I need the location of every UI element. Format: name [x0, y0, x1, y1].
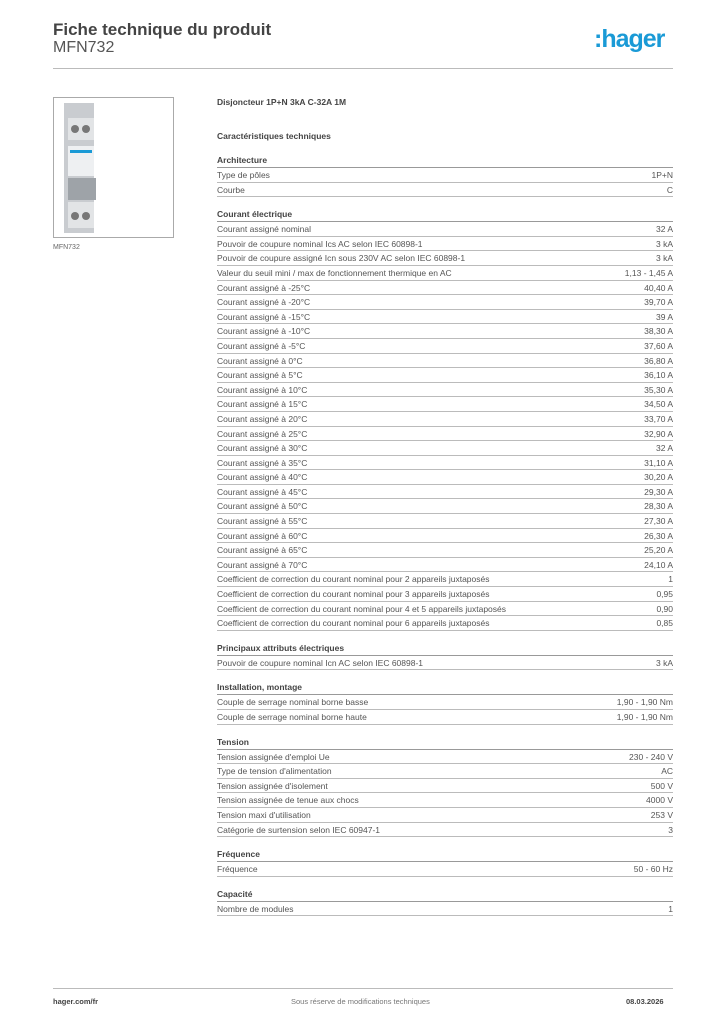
- footer-notice: Sous réserve de modifications techniques: [291, 997, 430, 1006]
- table-row: [217, 324, 673, 339]
- table-row: [217, 339, 673, 354]
- section-title: Fréquence: [217, 847, 673, 862]
- spec-label: Type de pôles: [217, 170, 270, 180]
- table-row: [217, 237, 673, 252]
- hager-logo: :hager: [594, 25, 665, 53]
- spec-label: Courant assigné à 10°C: [217, 384, 308, 395]
- spec-value: 37,60 A: [644, 340, 673, 351]
- spec-label: Pouvoir de coupure assigné Icn sous 230V AC selon IEC 60898-1: [217, 253, 466, 264]
- table-row: [217, 862, 673, 877]
- spec-value: 29,30 A: [644, 486, 673, 497]
- spec-value: 27,30 A: [644, 516, 673, 527]
- table-row: [217, 710, 673, 725]
- spec-value: 3 kA: [655, 238, 673, 249]
- spec-value: 32,90 A: [644, 428, 673, 439]
- spec-section: [217, 641, 673, 671]
- table-row: [217, 543, 673, 558]
- spec-label: Fréquence: [217, 864, 258, 875]
- spec-value: 1P+N: [651, 170, 673, 180]
- spec-value: 36,80 A: [644, 355, 673, 366]
- section-title: Architecture: [217, 153, 673, 168]
- spec-section: [217, 887, 673, 917]
- spec-value: 1,13 - 1,45 A: [624, 267, 673, 278]
- spec-label: Courant assigné à 15°C: [217, 399, 308, 410]
- spec-label: Tension assignée d'emploi Ue: [217, 751, 330, 762]
- spec-label: Pouvoir de coupure nominal Icn AC selon IEC 60898-1: [217, 657, 424, 668]
- spec-value: 0,95: [656, 589, 673, 600]
- spec-value: 35,30 A: [644, 384, 673, 395]
- header-divider: [53, 68, 673, 69]
- product-reference: MFN732: [53, 39, 115, 56]
- spec-section: [217, 847, 673, 877]
- spec-label: Courant assigné à 45°C: [217, 486, 308, 497]
- spec-value: 39,70 A: [644, 297, 673, 308]
- spec-value: 31,10 A: [644, 457, 673, 468]
- table-row: [217, 281, 673, 296]
- footer-website: hager.com/fr: [53, 997, 99, 1006]
- spec-label: Nombre de modules: [217, 903, 294, 914]
- spec-label: Courant assigné à 55°C: [217, 516, 308, 527]
- table-row: [217, 656, 673, 671]
- table-row: [217, 793, 673, 808]
- table-row: [217, 295, 673, 310]
- spec-value: 50 - 60 Hz: [633, 864, 673, 875]
- spec-label: Couple de serrage nominal borne basse: [217, 697, 369, 708]
- spec-label: Pouvoir de coupure nominal Ics AC selon IEC 60898-1: [217, 238, 423, 249]
- spec-value: 0,85: [656, 618, 673, 629]
- table-row: [217, 514, 673, 529]
- table-row: [217, 397, 673, 412]
- section-title: Courant électrique: [217, 207, 673, 222]
- spec-value: 253 V: [650, 809, 673, 820]
- table-row: [217, 616, 673, 631]
- section-title: Principaux attributs électriques: [217, 641, 673, 656]
- table-row: [217, 183, 673, 198]
- spec-label: Courant assigné à -5°C: [217, 340, 306, 351]
- table-row: [217, 368, 673, 383]
- section-title: Installation, montage: [217, 680, 673, 695]
- table-row: [217, 412, 673, 427]
- spec-value: C: [666, 184, 673, 195]
- table-row: [217, 602, 673, 617]
- spec-section: [217, 735, 673, 838]
- spec-label: Courant assigné à 65°C: [217, 545, 308, 556]
- spec-value: 40,40 A: [644, 282, 673, 293]
- table-row: [217, 572, 673, 587]
- table-row: [217, 499, 673, 514]
- table-row: [217, 823, 673, 838]
- section-title: Tension: [217, 735, 673, 750]
- spec-label: Courant assigné à 30°C: [217, 443, 308, 454]
- spec-value: 3: [668, 824, 673, 835]
- product-image: [53, 97, 174, 238]
- page-title: Fiche technique du produit: [53, 20, 272, 39]
- table-row: [217, 427, 673, 442]
- spec-label: Tension assignée d'isolement: [217, 780, 328, 791]
- spec-value: 4000 V: [646, 795, 673, 806]
- spec-label: Courant assigné à 0°C: [217, 355, 303, 366]
- spec-value: 32 A: [655, 443, 673, 454]
- characteristics-title: Caractéristiques techniques: [217, 131, 331, 141]
- table-row: [217, 750, 673, 765]
- spec-label: Coefficient de correction du courant nominal pour 3 appareils juxtaposés: [217, 589, 490, 600]
- spec-value: 26,30 A: [644, 530, 673, 541]
- spec-label: Courant assigné à -10°C: [217, 326, 311, 337]
- spec-label: Catégorie de surtension selon IEC 60947-1: [217, 824, 381, 835]
- spec-label: Courant assigné à 70°C: [217, 559, 308, 570]
- spec-label: Courant assigné à 25°C: [217, 428, 308, 439]
- table-row: [217, 222, 673, 237]
- table-row: [217, 354, 673, 369]
- table-row: [217, 251, 673, 266]
- spec-value: 38,30 A: [644, 326, 673, 337]
- spec-label: Courant assigné à 60°C: [217, 530, 308, 541]
- table-row: [217, 779, 673, 794]
- table-row: [217, 902, 673, 917]
- spec-label: Type de tension d'alimentation: [217, 766, 332, 777]
- footer-divider: [53, 988, 673, 989]
- spec-value: 1: [668, 903, 673, 914]
- table-row: [217, 383, 673, 398]
- spec-label: Courant assigné à -20°C: [217, 297, 311, 308]
- table-row: [217, 529, 673, 544]
- table-row: [217, 695, 673, 710]
- spec-section: [217, 153, 673, 197]
- table-row: [217, 558, 673, 573]
- table-row: [217, 808, 673, 823]
- spec-value: 1,90 - 1,90 Nm: [616, 712, 673, 722]
- spec-value: 34,50 A: [644, 399, 673, 410]
- spec-section: [217, 207, 673, 631]
- spec-label: Courant assigné à 40°C: [217, 472, 308, 483]
- table-row: [217, 485, 673, 500]
- spec-value: 24,10 A: [644, 559, 673, 570]
- spec-value: 39 A: [655, 311, 673, 322]
- spec-value: 500 V: [650, 780, 673, 791]
- spec-value: 33,70 A: [644, 413, 673, 424]
- spec-label: Valeur du seuil mini / max de fonctionnement thermique en AC: [217, 267, 452, 278]
- spec-label: Couple de serrage nominal borne haute: [217, 712, 367, 722]
- spec-value: 25,20 A: [644, 545, 673, 556]
- spec-label: Courant assigné à -15°C: [217, 311, 311, 322]
- spec-label: Courant assigné à -25°C: [217, 282, 311, 293]
- spec-sheet: [217, 95, 673, 916]
- image-caption: MFN732: [53, 244, 80, 251]
- footer-date: 08.03.2026: [626, 997, 664, 1006]
- table-row: [217, 456, 673, 471]
- section-title: Capacité: [217, 887, 673, 902]
- table-row: [217, 168, 673, 183]
- spec-label: Courant assigné à 5°C: [217, 370, 303, 381]
- spec-value: 1,90 - 1,90 Nm: [616, 697, 673, 708]
- spec-value: 0,90: [656, 603, 673, 614]
- spec-label: Coefficient de correction du courant nominal pour 4 et 5 appareils juxtaposés: [217, 603, 507, 614]
- spec-section: [217, 680, 673, 724]
- table-row: [217, 470, 673, 485]
- table-row: [217, 764, 673, 779]
- spec-label: Courbe: [217, 184, 245, 195]
- spec-label: Courant assigné nominal: [217, 224, 312, 235]
- spec-value: 1: [668, 574, 673, 585]
- spec-label: Coefficient de correction du courant nominal pour 6 appareils juxtaposés: [217, 618, 490, 629]
- table-row: [217, 587, 673, 602]
- table-row: [217, 441, 673, 456]
- spec-label: Courant assigné à 20°C: [217, 413, 308, 424]
- product-name: Disjoncteur 1P+N 3kA C-32A 1M: [217, 97, 347, 107]
- table-row: [217, 266, 673, 281]
- table-row: [217, 310, 673, 325]
- spec-label: Tension maxi d'utilisation: [217, 809, 311, 820]
- spec-label: Courant assigné à 50°C: [217, 501, 308, 512]
- spec-value: 3 kA: [655, 657, 673, 668]
- spec-value: 3 kA: [655, 253, 673, 264]
- spec-label: Coefficient de correction du courant nominal pour 2 appareils juxtaposés: [217, 574, 490, 585]
- spec-value: AC: [661, 766, 673, 777]
- spec-label: Tension assignée de tenue aux chocs: [217, 795, 359, 806]
- spec-value: 36,10 A: [644, 370, 673, 381]
- spec-value: 30,20 A: [644, 472, 673, 483]
- spec-label: Courant assigné à 35°C: [217, 457, 308, 468]
- spec-value: 230 - 240 V: [629, 751, 673, 762]
- spec-value: 32 A: [655, 224, 673, 235]
- spec-value: 28,30 A: [644, 501, 673, 512]
